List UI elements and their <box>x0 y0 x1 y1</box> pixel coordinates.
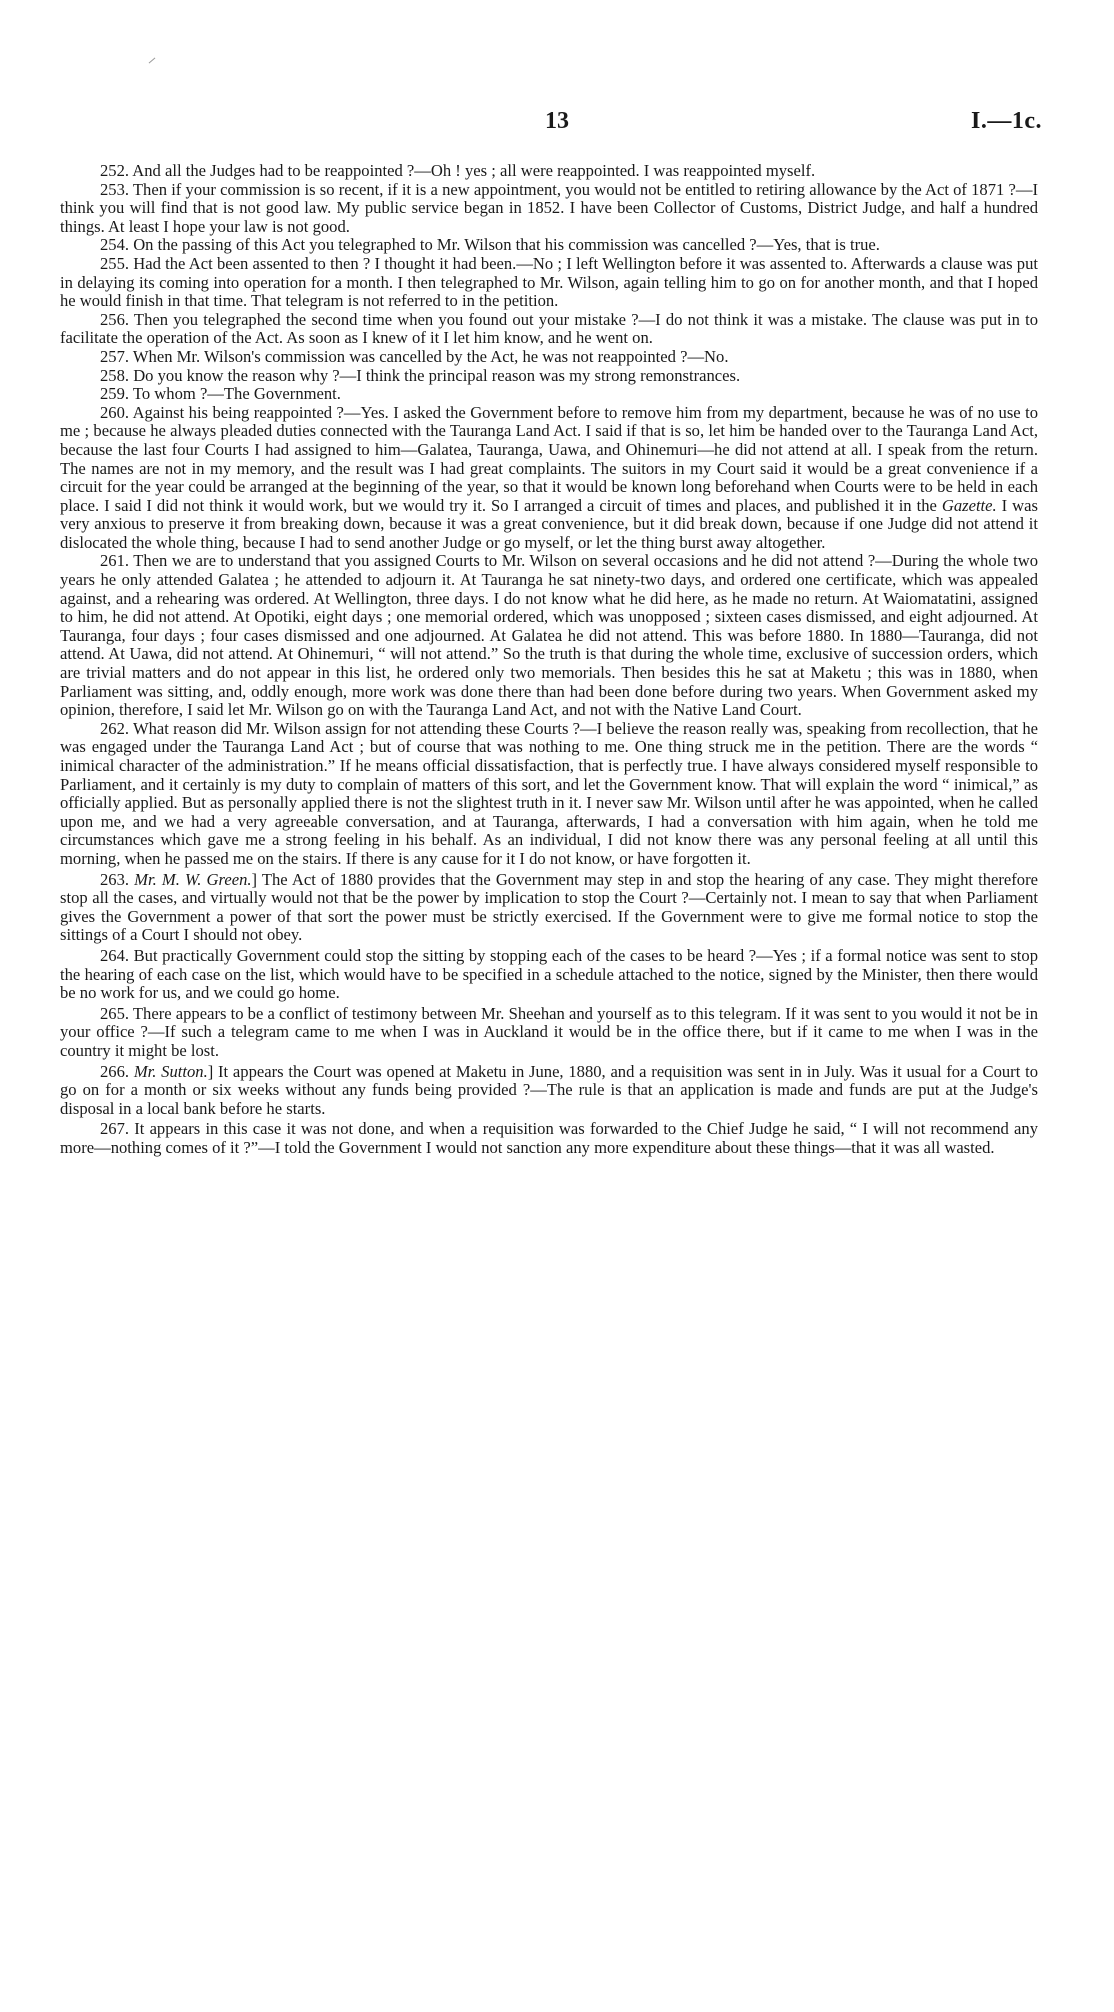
paragraph-266-text: ] It appears the Court was opened at Maketu in June, 1880, and a requisition was sent in in July. Was it usual for a Court to go on for a month or six weeks without any funds being provided ?—The rule is that an application is made and funds are put at the Judge's disposal in a local bank before he starts. <box>60 1061 1038 1118</box>
paragraph-254: 254. On the passing of this Act you telegraphed to Mr. Wilson that his commission was cancelled ?—Yes, that is true. <box>100 235 880 255</box>
paragraph-257: 257. When Mr. Wilson's commission was cancelled by the Act, he was not reappointed ?—No. <box>100 346 729 366</box>
paragraph-number: 263. <box>100 869 130 889</box>
speaker-name: Mr. M. W. Green. <box>134 869 252 889</box>
paragraph-259: 259. To whom ?—The Government. <box>100 384 341 404</box>
paragraph-260-text-a: 260. Against his being reappointed ?—Yes. I asked the Government before to remove him from my department, because he was of no use to me ; because he always pleaded duties connected with the Tauranga Land Act. I said if that is so, let him be handed over to the Tauranga Land Act, because the last four Courts I had assigned to him—Galatea, Tauranga, Uawa, and Ohinemuri—he did not attend at all. I speak from the return. The names are not in my memory, and the result was I had great complaints. The suitors in my Court said it would be a great convenience if a circuit for the year could be arranged at the beginning of the year, so that it would be known long beforehand when Courts were to be held in each place. I said I did not think it would work, but we would try it. So I arranged a circuit of times and places, and published it in the <box>60 402 1038 515</box>
paragraph-263-text: ] The Act of 1880 provides that the Government may step in and stop the hearing of any case. They might therefore stop all the cases, and virtually would not that be the power by implication to stop the Court ?—Certainly not. I mean to say that when Parliament gives the Government a power of that sort the power must be strictly exercised. If the Government were to give me formal notice to stop the sittings of a Court I should not obey. <box>60 869 1038 945</box>
paragraph-264: 264. But practically Government could stop the sitting by stopping each of the cases to be heard ?—Yes ; if a formal notice was sent to stop the hearing of each case on the list, which would have to be specified in a schedule attached to the notice, signed by the Minister, then there would be no work for us, and we could go home. <box>60 945 1038 1003</box>
paragraph-260 <box>60 404 1038 553</box>
paragraph-261: 261. Then we are to understand that you assigned Courts to Mr. Wilson on several occasions and he did not attend ?—During the whole two years he only attended Galatea ; he attended to adjourn it. At Tauranga he sat ninety-two days, and ordered one certificate, which was appealed against, and a rehearing was ordered. At Wellington, three days. I do not know what he did here, as he made no return. At Waiomatatini, assigned to him, he did not attend. At Opotiki, eight days ; one memorial ordered, which was unopposed ; sixteen cases dismissed, and eight adjourned. At Tauranga, four days ; four cases dismissed and one adjourned. At Galatea he did not attend. This was before 1880. In 1880—Tauranga, did not attend. At Uawa, did not attend. At Ohinemuri, “ will not attend.” So the truth is that during the whole time, exclusive of succession orders, which are trivial matters and do not appear in this list, he ordered only two memorials. Then besides this he sat at Maketu ; this was in 1880, when Parliament was sitting, and, oddly enough, more work was done there than had been done before during two years. When Government asked my opinion, therefore, I said let Mr. Wilson go on with the Tauranga Land Act, and not with the Native Land Court. <box>60 551 1038 720</box>
document-reference: I.—1c. <box>971 108 1042 134</box>
page-number: 13 <box>545 108 569 134</box>
paragraph-267: 267. It appears in this case it was not done, and when a requisition was forwarded to the Chief Judge he said, “ I will not recommend any more—nothing comes of it ?”—I told the Government I would not sanction any more expenditure about these things—that it was all wasted. <box>60 1119 1038 1157</box>
paragraph-number: 266. <box>100 1061 130 1081</box>
paragraph-260-text-b: I was very anxious to preserve it from breaking down, because it was a great convenience, but it did break down, because if one Judge did not attend it dislocated the whole thing, because I had to send another Judge or go myself, or let the thing burst away altogether. <box>60 495 1038 552</box>
margin-mark <box>149 58 156 64</box>
paragraph-252: 252. And all the Judges had to be reappointed ?—Oh ! yes ; all were reappointed. I was reappointed myself. <box>100 161 816 180</box>
gazette-italic: Gazette. <box>941 495 997 515</box>
paragraph-266 <box>60 1063 1038 1119</box>
page-header <box>0 108 1114 148</box>
paragraph-253: 253. Then if your commission is so recent, if it is a new appointment, you would not be entitled to retiring allowance by the Act of 1871 ?—I think you will find that is not good law. My public service began in 1852. I have been Collector of Customs, District Judge, and half a hundred things. At least I hope your law is not good. <box>60 179 1038 236</box>
body-text <box>60 162 1038 1157</box>
paragraph-258: 258. Do you know the reason why ?—I think the principal reason was my strong remonstrances. <box>100 365 741 385</box>
paragraph-255: 255. Had the Act been assented to then ? I thought it had been.—No ; I left Wellington before it was assented to. Afterwards a clause was put in delaying its coming into operation for a month. I then telegraphed to Mr. Wilson, again telling him to go on for another month, and that I hoped he would finish in that time. That telegram is not referred to in the petition. <box>60 253 1038 311</box>
paragraph-262: 262. What reason did Mr. Wilson assign for not attending these Courts ?—I believe the reason really was, speaking from recollection, that he was engaged under the Tauranga Land Act ; but of course that was nothing to me. One thing struck me in the petition. There are the words “ inimical character of the administration.” If he means official dissatisfaction, that is perfectly true. I have always considered myself responsible to Parliament, and it certainly is my duty to complain of matters of this sort, and let the Government know. That will explain the word “ inimical,” as officially applied. But as personally applied there is not the slightest truth in it. I never saw Mr. Wilson until after he was appointed, when he called upon me, and we had a very agreeable conversation, and at Tauranga, afterwards, I had a conversation with him again, when he told me circumstances which gave me a strong feeling in his behalf. As an individual, I did not know there was any personal feeling at all until this morning, when he passed me on the stairs. If there is any cause for it I do not know, or have forgotten it. <box>60 718 1038 868</box>
paragraph-263 <box>60 871 1038 945</box>
paragraph-265: 265. There appears to be a conflict of testimony between Mr. Sheehan and yourself as to this telegram. If it was sent to you would it not be in your office ?—If such a telegram came to me when I was in Auckland it would be in the office there, but if it came to me when I was in the country it might be lost. <box>60 1003 1038 1060</box>
speaker-name: Mr. Sutton. <box>133 1061 208 1081</box>
paragraph-256: 256. Then you telegraphed the second time when you found out your mistake ?—I do not think it was a mistake. The clause was put in to facilitate the operation of the Act. As soon as I knew of it I let him know, and he went on. <box>60 309 1038 348</box>
